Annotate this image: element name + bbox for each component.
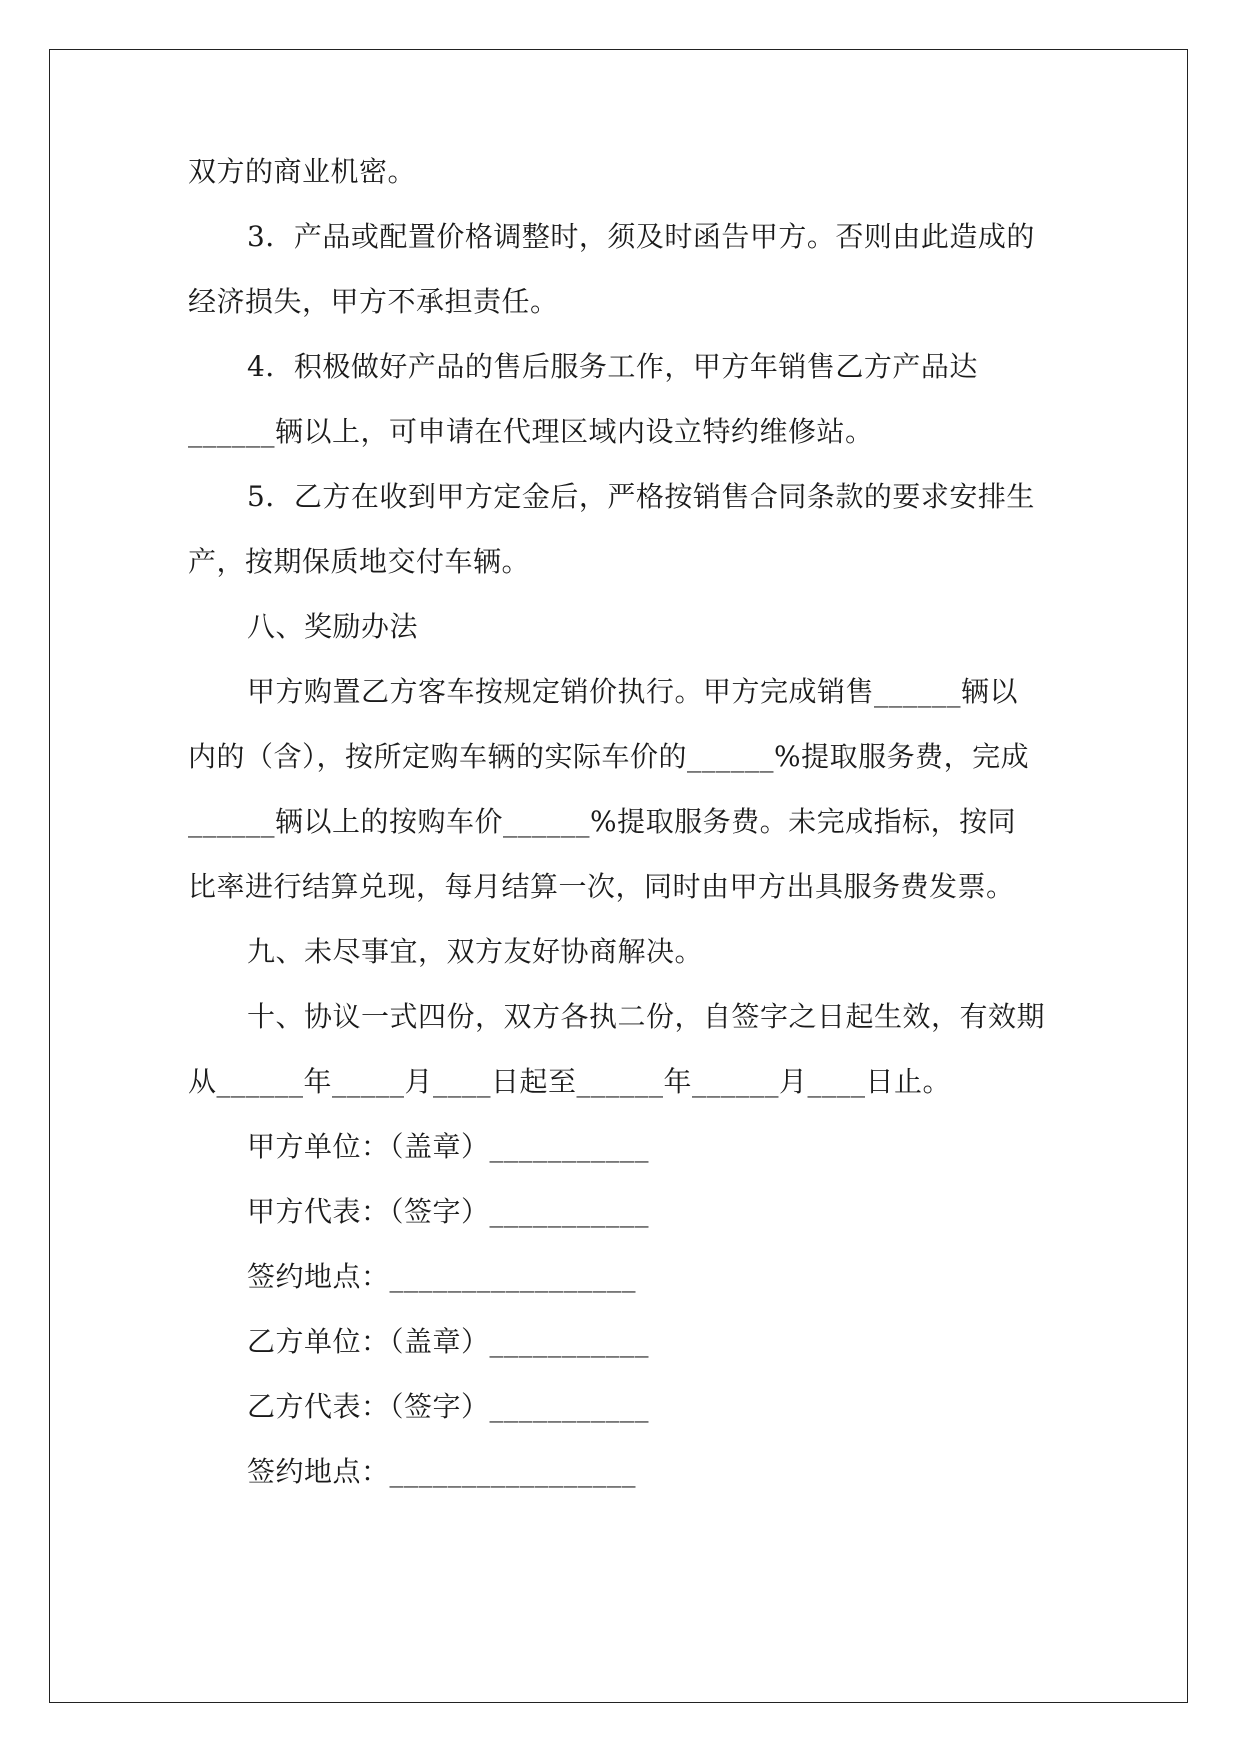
text-line: 比率进行结算兑现，每月结算一次，同时由甲方出具服务费发票。 <box>188 870 1015 903</box>
text-line: 内的（含），按所定购车辆的实际车价的______%提取服务费，完成 <box>188 740 1030 773</box>
text-line: 经济损失，甲方不承担责任。 <box>188 285 559 318</box>
text-line: 双方的商业机密。 <box>188 155 417 188</box>
party-a-representative-field: 甲方代表：（签字）___________ <box>247 1195 650 1228</box>
text-line: 产，按期保质地交付车辆。 <box>188 545 531 578</box>
party-a-signing-location-field: 签约地点：_________________ <box>247 1260 637 1293</box>
section-heading-reward: 八、奖励办法 <box>247 610 419 643</box>
section-heading-copies: 十、协议一式四份，双方各执二份，自签字之日起生效，有效期 <box>247 1000 1046 1033</box>
party-b-signing-location-field: 签约地点：_________________ <box>247 1455 637 1488</box>
party-a-unit-field: 甲方单位：（盖章）___________ <box>247 1130 650 1163</box>
clause-7-5: 5．乙方在收到甲方定金后，严格按销售合同条款的要求安排生 <box>247 480 1035 513</box>
text-line: ______辆以上的按购车价______%提取服务费。未完成指标，按同 <box>188 805 1017 838</box>
clause-7-3: 3．产品或配置价格调整时，须及时函告甲方。否则由此造成的 <box>247 220 1035 253</box>
clause-7-4: 4．积极做好产品的售后服务工作，甲方年销售乙方产品达 <box>247 350 978 383</box>
party-b-representative-field: 乙方代表：（签字）___________ <box>247 1390 650 1423</box>
validity-period-line: 从______年_____月____日起至______年______月____日止。 <box>188 1065 952 1098</box>
party-b-unit-field: 乙方单位：（盖章）___________ <box>247 1325 650 1358</box>
reward-paragraph: 甲方购置乙方客车按规定销价执行。甲方完成销售______辆以 <box>247 675 1019 708</box>
text-line: ______辆以上，可申请在代理区域内设立特约维修站。 <box>188 415 874 448</box>
section-heading-misc: 九、未尽事宜，双方友好协商解决。 <box>247 935 704 968</box>
